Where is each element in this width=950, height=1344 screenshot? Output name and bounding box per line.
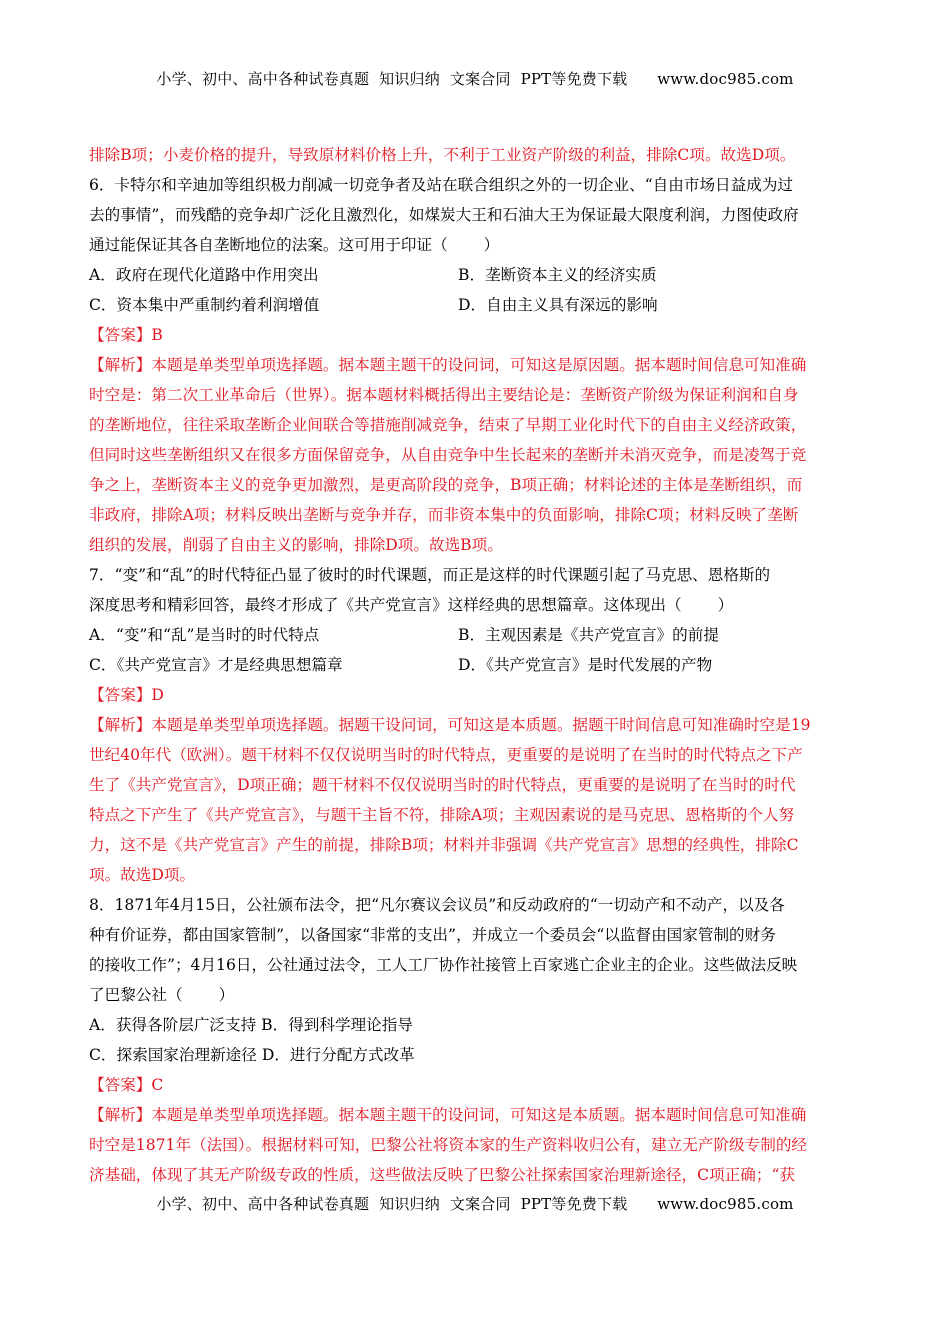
option-d: D．《共产党宣言》是时代发展的产物: [458, 656, 713, 674]
question-6: [89, 170, 864, 560]
analysis-line: 【解析】本题是单类型单项选择题。据本题主题干的设问词，可知这是原因题。据本题时间信息可知准确: [89, 356, 807, 374]
option-d: D．自由主义具有深远的影响: [458, 296, 658, 314]
option-c: C．《共产党宣言》才是经典思想篇章: [89, 656, 343, 674]
analysis-line: 时空是：第二次工业革命后（世界）。据本题材料概括得出主要结论是：垄断资产阶级为保证利润和自身: [89, 386, 799, 404]
question-stem-line: 6．卡特尔和辛迪加等组织极力削减一切竞争者及站在联合组织之外的一切企业、“自由市场日益成为过: [89, 176, 794, 194]
analysis-line: 力，这不是《共产党宣言》产生的前提，排除B项；材料并非强调《共产党宣言》思想的经典性，排除C: [89, 836, 799, 854]
options-row: [89, 620, 864, 650]
page-content: [89, 140, 864, 1190]
option-b: B．垄断资本主义的经济实质: [458, 266, 657, 284]
question-stem-line: 去的事情”，而残酷的竞争却广泛化且激烈化，如煤炭大王和石油大王为保证最大限度利润，力图使政府: [89, 206, 799, 224]
answer-label: 【答案】D: [89, 686, 164, 704]
analysis-line: 但同时这些垄断组织又在很多方面保留竞争，从自由竞争中生长起来的垄断并未消灭竞争，而是凌驾于竞: [89, 446, 807, 464]
answer-label: 【答案】C: [89, 1076, 164, 1094]
option-b: B．主观因素是《共产党宣言》的前提: [458, 626, 719, 644]
analysis-line: 组织的发展，削弱了自由主义的影响，排除D项。故选B项。: [89, 536, 503, 554]
options-row: [89, 650, 864, 680]
analysis-line: 的垄断地位，往往采取垄断企业间联合等措施削减竞争，结束了早期工业化时代下的自由主义经济政策，: [89, 416, 807, 434]
option-a: A．政府在现代化道路中作用突出: [89, 266, 319, 284]
question-7: [89, 560, 864, 890]
option-c: C．资本集中严重制约着利润增值: [89, 296, 320, 314]
analysis-line: 非政府，排除A项；材料反映出垄断与竞争并存，而非资本集中的负面影响，排除C项；材料反映了垄断: [89, 506, 799, 524]
page-header: 小学、初中、高中各种试卷真题 知识归纳 文案合同 PPT等免费下载 www.doc985.com: [156, 70, 794, 88]
analysis-line: 【解析】本题是单类型单项选择题。据题干设问词，可知这是本质题。据题干时间信息可知准确时空是19: [89, 716, 811, 734]
options-line: C．探索国家治理新途径 D．进行分配方式改革: [89, 1046, 415, 1064]
question-8: [89, 890, 864, 1190]
analysis-line: 【解析】本题是单类型单项选择题。据本题主题干的设问词，可知这是本质题。据本题时间信息可知准确: [89, 1106, 807, 1124]
options-row: [89, 290, 864, 320]
question-stem-line: 深度思考和精彩回答，最终才形成了《共产党宣言》这样经典的思想篇章。这体现出（ ）: [89, 596, 734, 614]
analysis-line: 生了《共产党宣言》，D项正确；题干材料不仅仅说明当时的时代特点，更重要的是说明了在当时的时代: [89, 776, 796, 794]
question-stem-line: 7．“变”和“乱”的时代特征凸显了彼时的时代课题，而正是这样的时代课题引起了马克思、恩格斯的: [89, 566, 771, 584]
prev-analysis-tail: 排除B项；小麦价格的提升，导致原材料价格上升，不利于工业资产阶级的利益，排除C项。故选D项。: [89, 146, 796, 164]
analysis-line: 世纪40年代（欧洲）。题干材料不仅仅说明当时的时代特点，更重要的是说明了在当时的时代特点之下产: [89, 746, 803, 764]
options-row: [89, 260, 864, 290]
analysis-line: 特点之下产生了《共产党宣言》，与题干主旨不符，排除A项；主观因素说的是马克思、恩格斯的个人努: [89, 806, 795, 824]
option-a: A．“变”和“乱”是当时的时代特点: [89, 626, 320, 644]
question-stem-line: 了巴黎公社（ ）: [89, 986, 235, 1004]
analysis-line: 时空是1871年（法国）。根据材料可知，巴黎公社将资本家的生产资料收归公有，建立无产阶级专制的经: [89, 1136, 808, 1154]
question-stem-line: 8．1871年4月15日，公社颁布法令，把“凡尔赛议会议员”和反动政府的“一切动产和不动产，以及各: [89, 896, 785, 914]
question-stem-line: 通过能保证其各自垄断地位的法案。这可用于印证（ ）: [89, 236, 500, 254]
analysis-line: 项。故选D项。: [89, 866, 196, 884]
analysis-line: 济基础，体现了其无产阶级专政的性质，这些做法反映了巴黎公社探索国家治理新途径，C项正确；“获: [89, 1166, 796, 1184]
page-footer: 小学、初中、高中各种试卷真题 知识归纳 文案合同 PPT等免费下载 www.doc985.com: [156, 1195, 794, 1213]
question-stem-line: 的接收工作”；4月16日，公社通过法令，工人工厂协作社接管上百家逃亡企业主的企业。这些做法反映: [89, 956, 798, 974]
analysis-line: 争之上，垄断资本主义的竞争更加激烈，是更高阶段的竞争，B项正确；材料论述的主体是垄断组织，而: [89, 476, 803, 494]
options-line: A．获得各阶层广泛支持 B．得到科学理论指导: [89, 1016, 413, 1034]
question-stem-line: 种有价证券，都由国家管制”，以备国家“非常的支出”，并成立一个委员会“以监督由国家管制的财务: [89, 926, 776, 944]
answer-label: 【答案】B: [89, 326, 163, 344]
